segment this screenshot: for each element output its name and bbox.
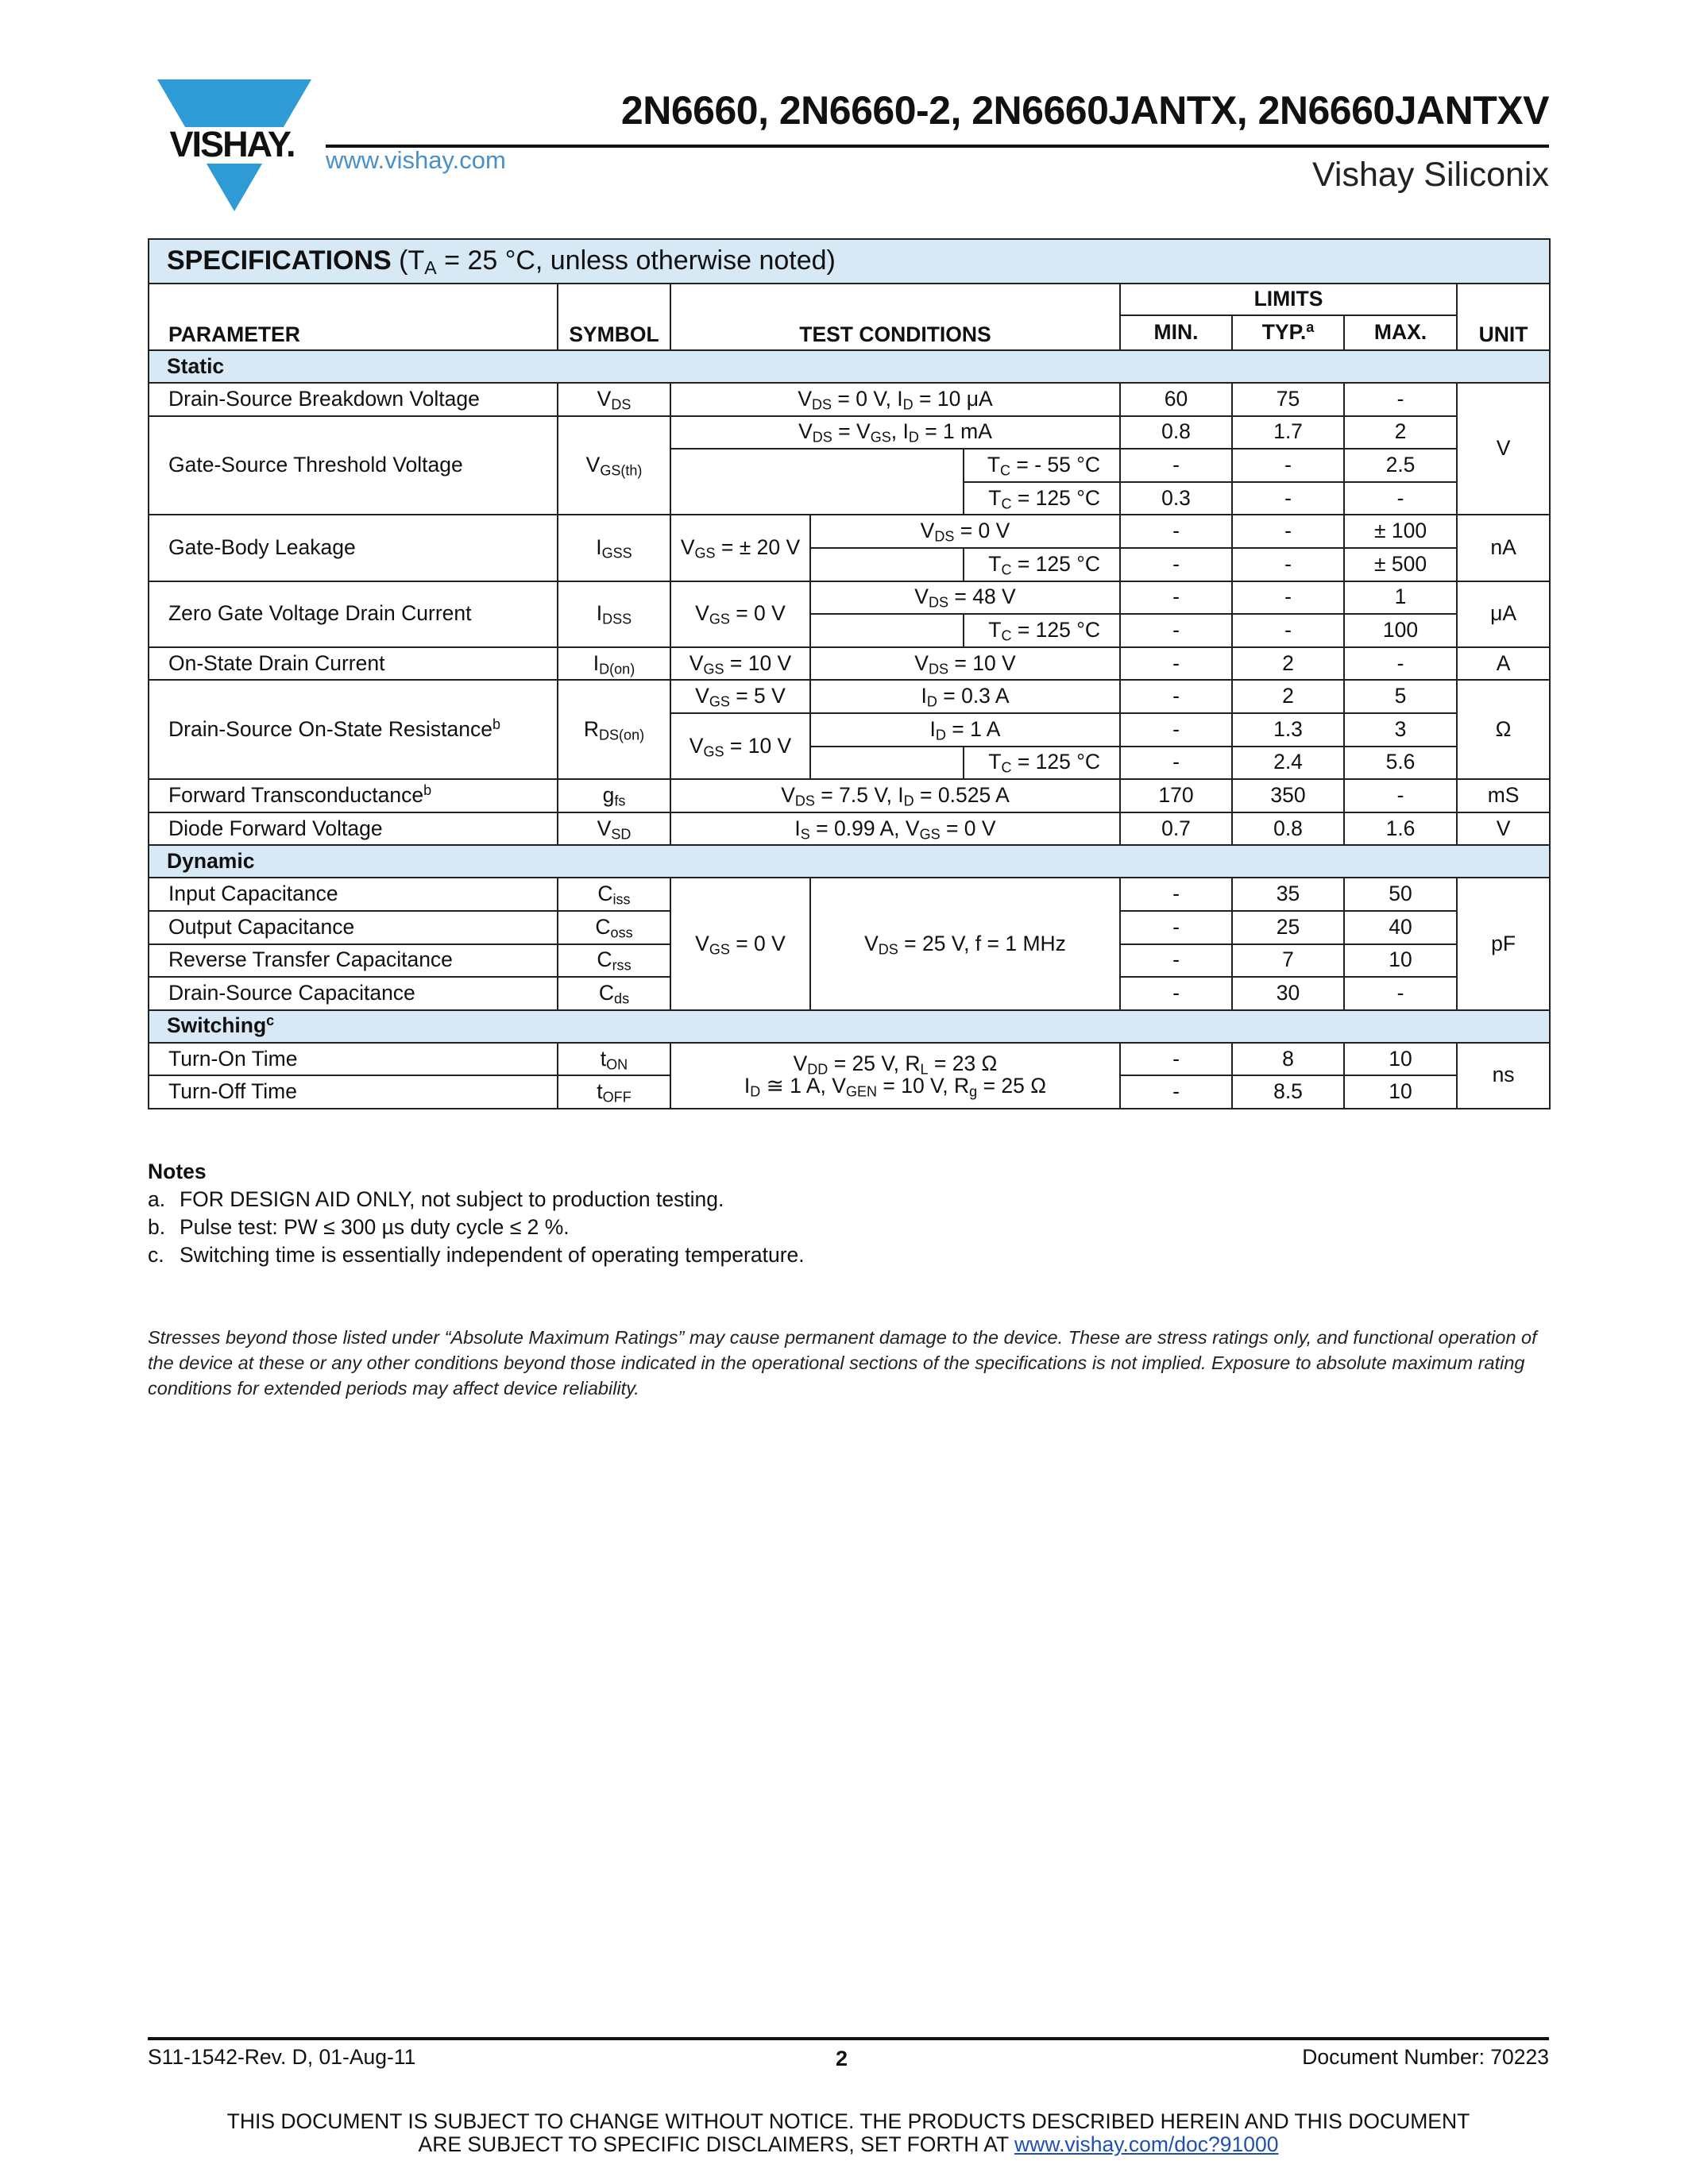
section-dynamic-label: Dynamic [149, 845, 1550, 878]
typ-value: - [1232, 515, 1344, 548]
stress-statement: Stresses beyond those listed under “Absolute Maximum Ratings” may cause permanent damage to the device. These are stress ratings only, and functional operation of the device at these or any other conditions beyond those indicated in the operational sections of the specifications is not implied. Exposure to absolute maximum rating conditions for extended periods may affect device reliability. [148, 1327, 1537, 1399]
section-switching [149, 1010, 1550, 1043]
cond-vgs: $V_{GS} = 10$ V [670, 647, 810, 681]
document-number: Document Number: 70223 [1302, 2045, 1549, 2069]
table-row [149, 581, 1550, 615]
note-item: a. FOR DESIGN AID ONLY, not subject to production testing. [148, 1187, 724, 1211]
min-value: - [1120, 647, 1232, 681]
min-value: - [1120, 449, 1232, 482]
min-value: - [1120, 977, 1232, 1010]
page-number: 2 [836, 2047, 848, 2070]
blank-cell [810, 614, 964, 647]
cond-vgs: $V_{GS} = 10$ V [670, 713, 810, 779]
document-title: 2N6660, 2N6660-2, 2N6660JANTX, 2N6660JANTXV [620, 88, 1549, 133]
symbol-ciss: $C_{iss}$ [558, 878, 670, 911]
unit-value: V [1457, 812, 1550, 846]
table-row [149, 680, 1550, 713]
cond-switching: $V_{DD} = 25$ V, $R_L = 23$ Ω $I_D$ ≅ 1 A, $V_{GEN} = 10$ V, $R_g = 25$ Ω [670, 1043, 1120, 1109]
col-limits: LIMITS [1120, 284, 1457, 315]
table-row [149, 779, 1550, 812]
param-crss: Reverse Transfer Capacitance [149, 944, 558, 978]
blank-cell [810, 548, 964, 581]
disclaimer-link[interactable]: www.vishay.com/doc?91000 [1014, 2132, 1279, 2156]
col-min: MIN. [1120, 315, 1232, 350]
typ-value: 1.3 [1232, 713, 1344, 747]
min-value: 170 [1120, 779, 1232, 812]
table-title-row [149, 239, 1550, 284]
min-value: - [1120, 581, 1232, 615]
division-name: Vishay Siliconix [1312, 156, 1549, 194]
cond-vds-freq: $V_{DS} = 25$ V, f = 1 MHz [810, 878, 1120, 1009]
cond-gfs: $V_{DS} = 7.5$ V, $I_D = 0.525$ A [670, 779, 1120, 812]
col-max: MAX. [1344, 315, 1457, 350]
max-value: 10 [1344, 1075, 1457, 1109]
typ-value: 8 [1232, 1043, 1344, 1076]
typ-value: 35 [1232, 878, 1344, 911]
unit-value: mS [1457, 779, 1550, 812]
typ-value: 2 [1232, 680, 1344, 713]
typ-value: 8.5 [1232, 1075, 1344, 1109]
table-row [149, 647, 1550, 681]
typ-value: - [1232, 581, 1344, 615]
symbol-crss: $C_{rss}$ [558, 944, 670, 978]
typ-value: 0.8 [1232, 812, 1344, 846]
param-igss: Gate-Body Leakage [149, 515, 558, 581]
blank-cell [810, 747, 964, 780]
table-row [149, 878, 1550, 911]
symbol-gfs: $g_{fs}$ [558, 779, 670, 812]
footer-rule [148, 2037, 1549, 2040]
param-vsd: Diode Forward Voltage [149, 812, 558, 846]
notes-title: Notes [148, 1160, 207, 1183]
param-rdson: Drain-Source On-State Resistance$^b$ [149, 680, 558, 779]
max-value: 5.6 [1344, 747, 1457, 780]
min-value: 0.8 [1120, 416, 1232, 450]
section-static-label: Static [149, 350, 1550, 383]
typ-value: 25 [1232, 911, 1344, 944]
param-coss: Output Capacitance [149, 911, 558, 944]
section-static [149, 350, 1550, 383]
min-value: - [1120, 1043, 1232, 1076]
column-header-row-1 [149, 284, 1550, 315]
symbol-toff: $t_{OFF}$ [558, 1075, 670, 1109]
typ-value: 2 [1232, 647, 1344, 681]
param-cds: Drain-Source Capacitance [149, 977, 558, 1010]
symbol-vgsth: $V_{GS(th)}$ [558, 416, 670, 515]
col-test-conditions: TEST CONDITIONS [670, 284, 1120, 350]
symbol-cds: $C_{ds}$ [558, 977, 670, 1010]
col-unit: UNIT [1457, 284, 1550, 350]
typ-value: 30 [1232, 977, 1344, 1010]
cond-vgs: $V_{GS}$ = ± 20 V [670, 515, 810, 581]
min-value: 0.3 [1120, 482, 1232, 515]
max-value: 2.5 [1344, 449, 1457, 482]
blank-cell [670, 449, 964, 515]
vishay-logo [151, 79, 314, 214]
cond-id: $I_D = 1$ A [810, 713, 1120, 747]
min-value: 0.7 [1120, 812, 1232, 846]
legal-disclaimer [148, 2110, 1549, 2156]
max-value: ± 100 [1344, 515, 1457, 548]
max-value: 2 [1344, 416, 1457, 450]
max-value: - [1344, 647, 1457, 681]
cond-vds: $V_{DS} = 10$ V [810, 647, 1120, 681]
param-idon: On-State Drain Current [149, 647, 558, 681]
unit-value: Ω [1457, 680, 1550, 779]
cond-vsd: $I_S = 0.99$ A, $V_{GS} = 0$ V [670, 812, 1120, 846]
website-link[interactable]: www.vishay.com [326, 146, 506, 174]
table-row [149, 416, 1550, 450]
disclaimer-line-2: ARE SUBJECT TO SPECIFIC DISCLAIMERS, SET FORTH AT www.vishay.com/doc?91000 [418, 2132, 1279, 2156]
table-title: SPECIFICATIONS ($T_A = 25$ °C, unless otherwise noted) [149, 239, 1550, 284]
section-dynamic [149, 845, 1550, 878]
cond-tc: $T_C = 125$ °C [964, 548, 1120, 581]
symbol-idon: $I_{D(on)}$ [558, 647, 670, 681]
cond-tc: $T_C = 125$ °C [964, 747, 1120, 780]
max-value: ± 500 [1344, 548, 1457, 581]
max-value: 10 [1344, 1043, 1457, 1076]
param-toff: Turn-Off Time [149, 1075, 558, 1109]
max-value: 10 [1344, 944, 1457, 978]
unit-value: nA [1457, 515, 1550, 581]
table-row [149, 1043, 1550, 1076]
max-value: 40 [1344, 911, 1457, 944]
typ-value: - [1232, 614, 1344, 647]
specifications-table [148, 238, 1551, 1109]
typ-value: - [1232, 482, 1344, 515]
section-switching-label: Switching$^c$ [149, 1010, 1550, 1043]
typ-value: 1.7 [1232, 416, 1344, 450]
symbol-idss: $I_{DSS}$ [558, 581, 670, 647]
footer-revision: S11-1542-Rev. D, 01-Aug-11 [148, 2045, 416, 2069]
max-value: 1.6 [1344, 812, 1457, 846]
symbol-ton: $t_{ON}$ [558, 1043, 670, 1076]
logo-wordmark: VISHAY. [169, 124, 295, 164]
min-value: - [1120, 680, 1232, 713]
max-value: - [1344, 779, 1457, 812]
max-value: - [1344, 977, 1457, 1010]
max-value: 50 [1344, 878, 1457, 911]
symbol-vsd: $V_{SD}$ [558, 812, 670, 846]
max-value: 3 [1344, 713, 1457, 747]
min-value: - [1120, 713, 1232, 747]
col-typ: TYP.$^a$ [1232, 315, 1344, 350]
cond-vgsth: $V_{DS} = V_{GS}$, $I_D = 1$ mA [670, 416, 1120, 450]
col-parameter: PARAMETER [149, 284, 558, 350]
param-vgsth: Gate-Source Threshold Voltage [149, 416, 558, 515]
max-value: - [1344, 482, 1457, 515]
title-rule [326, 145, 1549, 148]
cond-tc: $T_C$ = - 55 °C [964, 449, 1120, 482]
table-row [149, 383, 1550, 416]
typ-value: - [1232, 548, 1344, 581]
cond-id: $I_D = 0.3$ A [810, 680, 1120, 713]
typ-value: - [1232, 449, 1344, 482]
param-bvds: Drain-Source Breakdown Voltage [149, 383, 558, 416]
cond-vds: $V_{DS} = 48$ V [810, 581, 1120, 615]
min-value: - [1120, 1075, 1232, 1109]
min-value: - [1120, 944, 1232, 978]
typ-value: 350 [1232, 779, 1344, 812]
max-value: 1 [1344, 581, 1457, 615]
table-row [149, 812, 1550, 846]
min-value: 60 [1120, 383, 1232, 416]
cond-tc: $T_C = 125$ °C [964, 482, 1120, 515]
unit-value: A [1457, 647, 1550, 681]
cond-bvds: $V_{DS} = 0$ V, $I_D = 10$ μA [670, 383, 1120, 416]
symbol-rdson: $R_{DS(on)}$ [558, 680, 670, 779]
unit-value: μA [1457, 581, 1550, 647]
max-value: 100 [1344, 614, 1457, 647]
unit-value: V [1457, 383, 1550, 515]
min-value: - [1120, 548, 1232, 581]
symbol-igss: $I_{GSS}$ [558, 515, 670, 581]
typ-value: 2.4 [1232, 747, 1344, 780]
max-value: 5 [1344, 680, 1457, 713]
disclaimer-line-1: THIS DOCUMENT IS SUBJECT TO CHANGE WITHOUT NOTICE. THE PRODUCTS DESCRIBED HEREIN AND THIS DOCUMENT [226, 2109, 1470, 2133]
min-value: - [1120, 878, 1232, 911]
unit-value: pF [1457, 878, 1550, 1009]
min-value: - [1120, 515, 1232, 548]
min-value: - [1120, 911, 1232, 944]
min-value: - [1120, 614, 1232, 647]
param-gfs: Forward Transconductance$^b$ [149, 779, 558, 812]
typ-value: 75 [1232, 383, 1344, 416]
table-row [149, 515, 1550, 548]
param-idss: Zero Gate Voltage Drain Current [149, 581, 558, 647]
symbol-vds: $V_{DS}$ [558, 383, 670, 416]
cond-vgs: $V_{GS} = 0$ V [670, 878, 810, 1009]
cond-vds: $V_{DS} = 0$ V [810, 515, 1120, 548]
cond-tc: $T_C = 125$ °C [964, 614, 1120, 647]
unit-value: ns [1457, 1043, 1550, 1109]
max-value: - [1344, 383, 1457, 416]
notes-section [148, 1158, 805, 1269]
cond-vgs: $V_{GS} = 0$ V [670, 581, 810, 647]
note-item: b. Pulse test: PW ≤ 300 µs duty cycle ≤ 2 %. [148, 1215, 570, 1239]
param-ciss: Input Capacitance [149, 878, 558, 911]
param-ton: Turn-On Time [149, 1043, 558, 1076]
col-symbol: SYMBOL [558, 284, 670, 350]
typ-value: 7 [1232, 944, 1344, 978]
note-item: c. Switching time is essentially independent of operating temperature. [148, 1243, 805, 1267]
symbol-coss: $C_{oss}$ [558, 911, 670, 944]
cond-vgs: $V_{GS} = 5$ V [670, 680, 810, 713]
min-value: - [1120, 747, 1232, 780]
